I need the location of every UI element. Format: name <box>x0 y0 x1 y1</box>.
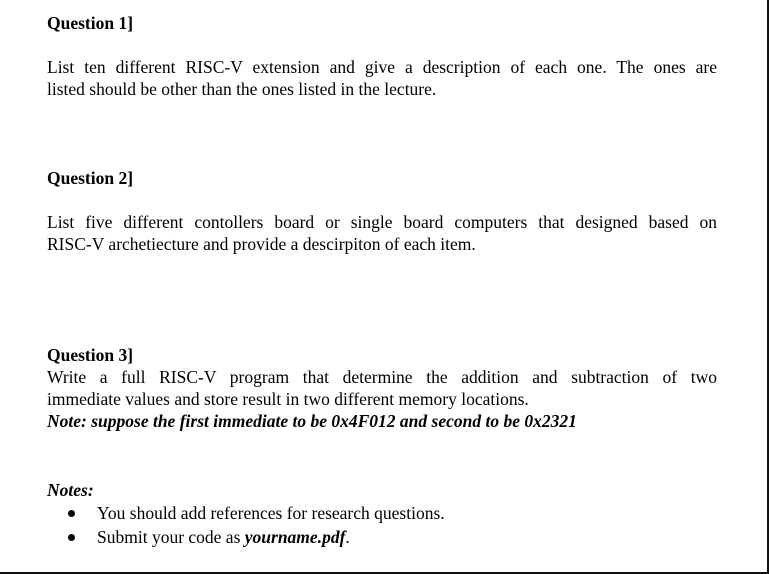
question-2-text <box>47 211 717 255</box>
notes-item-references <box>47 501 445 525</box>
notes-title: Notes: <box>47 480 94 500</box>
question-1-line-1: List ten different RISC-V extension and give a description of each one. The ones are <box>47 57 717 77</box>
question-2-line-1: List five different contollers board or single board computers that designed based on <box>47 212 717 232</box>
question-1-heading: Question 1] <box>47 13 134 33</box>
notes-item-submit <box>47 525 445 549</box>
question-3-heading: Question 3] <box>47 345 134 365</box>
question-3-text <box>47 366 717 432</box>
question-2-heading: Question 2] <box>47 168 134 188</box>
bullet-icon <box>68 510 75 517</box>
notes-item-1-text: You should add references for research questions. <box>97 503 445 523</box>
question-2-line-2: RISC-V archetiecture and provide a descirpiton of each item. <box>47 234 476 254</box>
notes-item-2-filename: yourname.pdf <box>244 527 346 547</box>
question-1-text <box>47 56 717 100</box>
bullet-icon <box>68 534 75 541</box>
question-1-line-2: listed should be other than the ones listed in the lecture. <box>47 79 437 99</box>
notes-item-2-suffix: . <box>345 527 350 547</box>
notes-item-2-prefix: Submit your code as <box>97 527 245 547</box>
question-3-line-1: Write a full RISC-V program that determine the addition and subtraction of two <box>47 367 717 387</box>
question-3-note: Note: suppose the first immediate to be 0x4F012 and second to be 0x2321 <box>47 411 577 431</box>
question-3-line-2: immediate values and store result in two different memory locations. <box>47 389 529 409</box>
notes-list <box>47 501 445 549</box>
